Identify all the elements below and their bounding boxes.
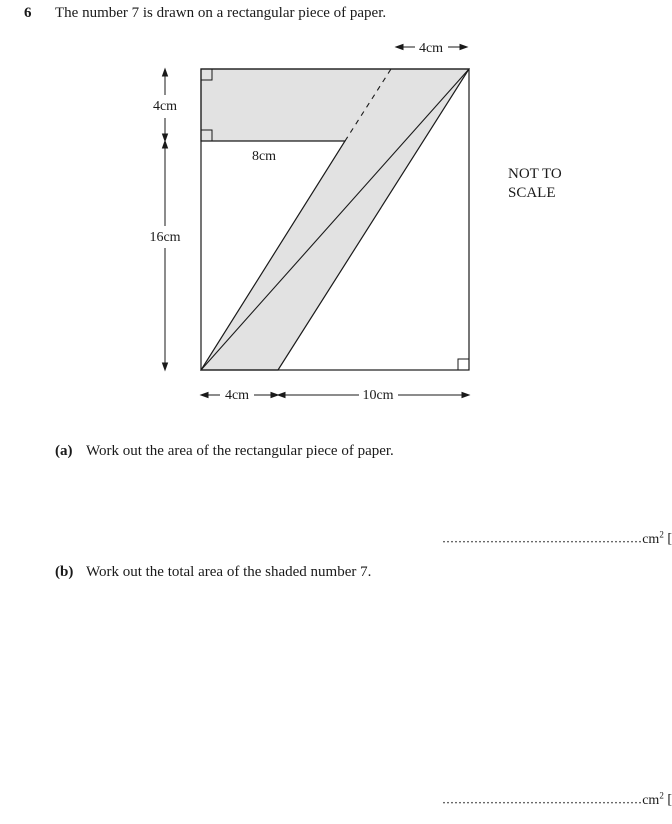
question-stem: The number 7 is drawn on a rectangular piece of paper.	[55, 5, 387, 21]
part-b-unit: $cm^2$	[642, 790, 664, 808]
bottom-left-label: 4cm	[224, 388, 250, 403]
right-angle-marker-bottom-right	[458, 359, 469, 370]
part-a-unit: $cm^2$	[642, 529, 664, 547]
left-height-label: 16cm	[149, 230, 181, 245]
part-b-label: (b)	[55, 564, 74, 580]
top-width-label: 4cm	[418, 41, 444, 56]
part-b-answer-line[interactable]	[442, 790, 672, 809]
part-a-text: Work out the area of the rectangular piece of paper.	[86, 443, 394, 459]
part-b	[55, 564, 371, 581]
left-top-height-label: 4cm	[152, 99, 178, 114]
part-b-text: Work out the total area of the shaded number 7.	[86, 564, 372, 580]
part-b-marks-bracket: [	[667, 792, 672, 808]
bottom-right-label: 10cm	[362, 388, 394, 403]
question-number: 6	[24, 5, 32, 21]
part-b-answer-dots[interactable]: ..................................................	[442, 792, 643, 808]
not-to-scale-note-line2: SCALE	[508, 185, 556, 201]
part-a-label: (a)	[55, 443, 73, 459]
part-a	[55, 443, 394, 460]
part-a-answer-dots[interactable]: ..................................................	[442, 531, 643, 547]
not-to-scale-note-line1: NOT TO	[508, 166, 562, 182]
part-a-marks-bracket: [	[667, 531, 672, 547]
bar-width-label: 8cm	[251, 149, 277, 164]
left-dimension-arrows	[163, 69, 168, 370]
part-a-answer-line[interactable]	[442, 529, 672, 548]
